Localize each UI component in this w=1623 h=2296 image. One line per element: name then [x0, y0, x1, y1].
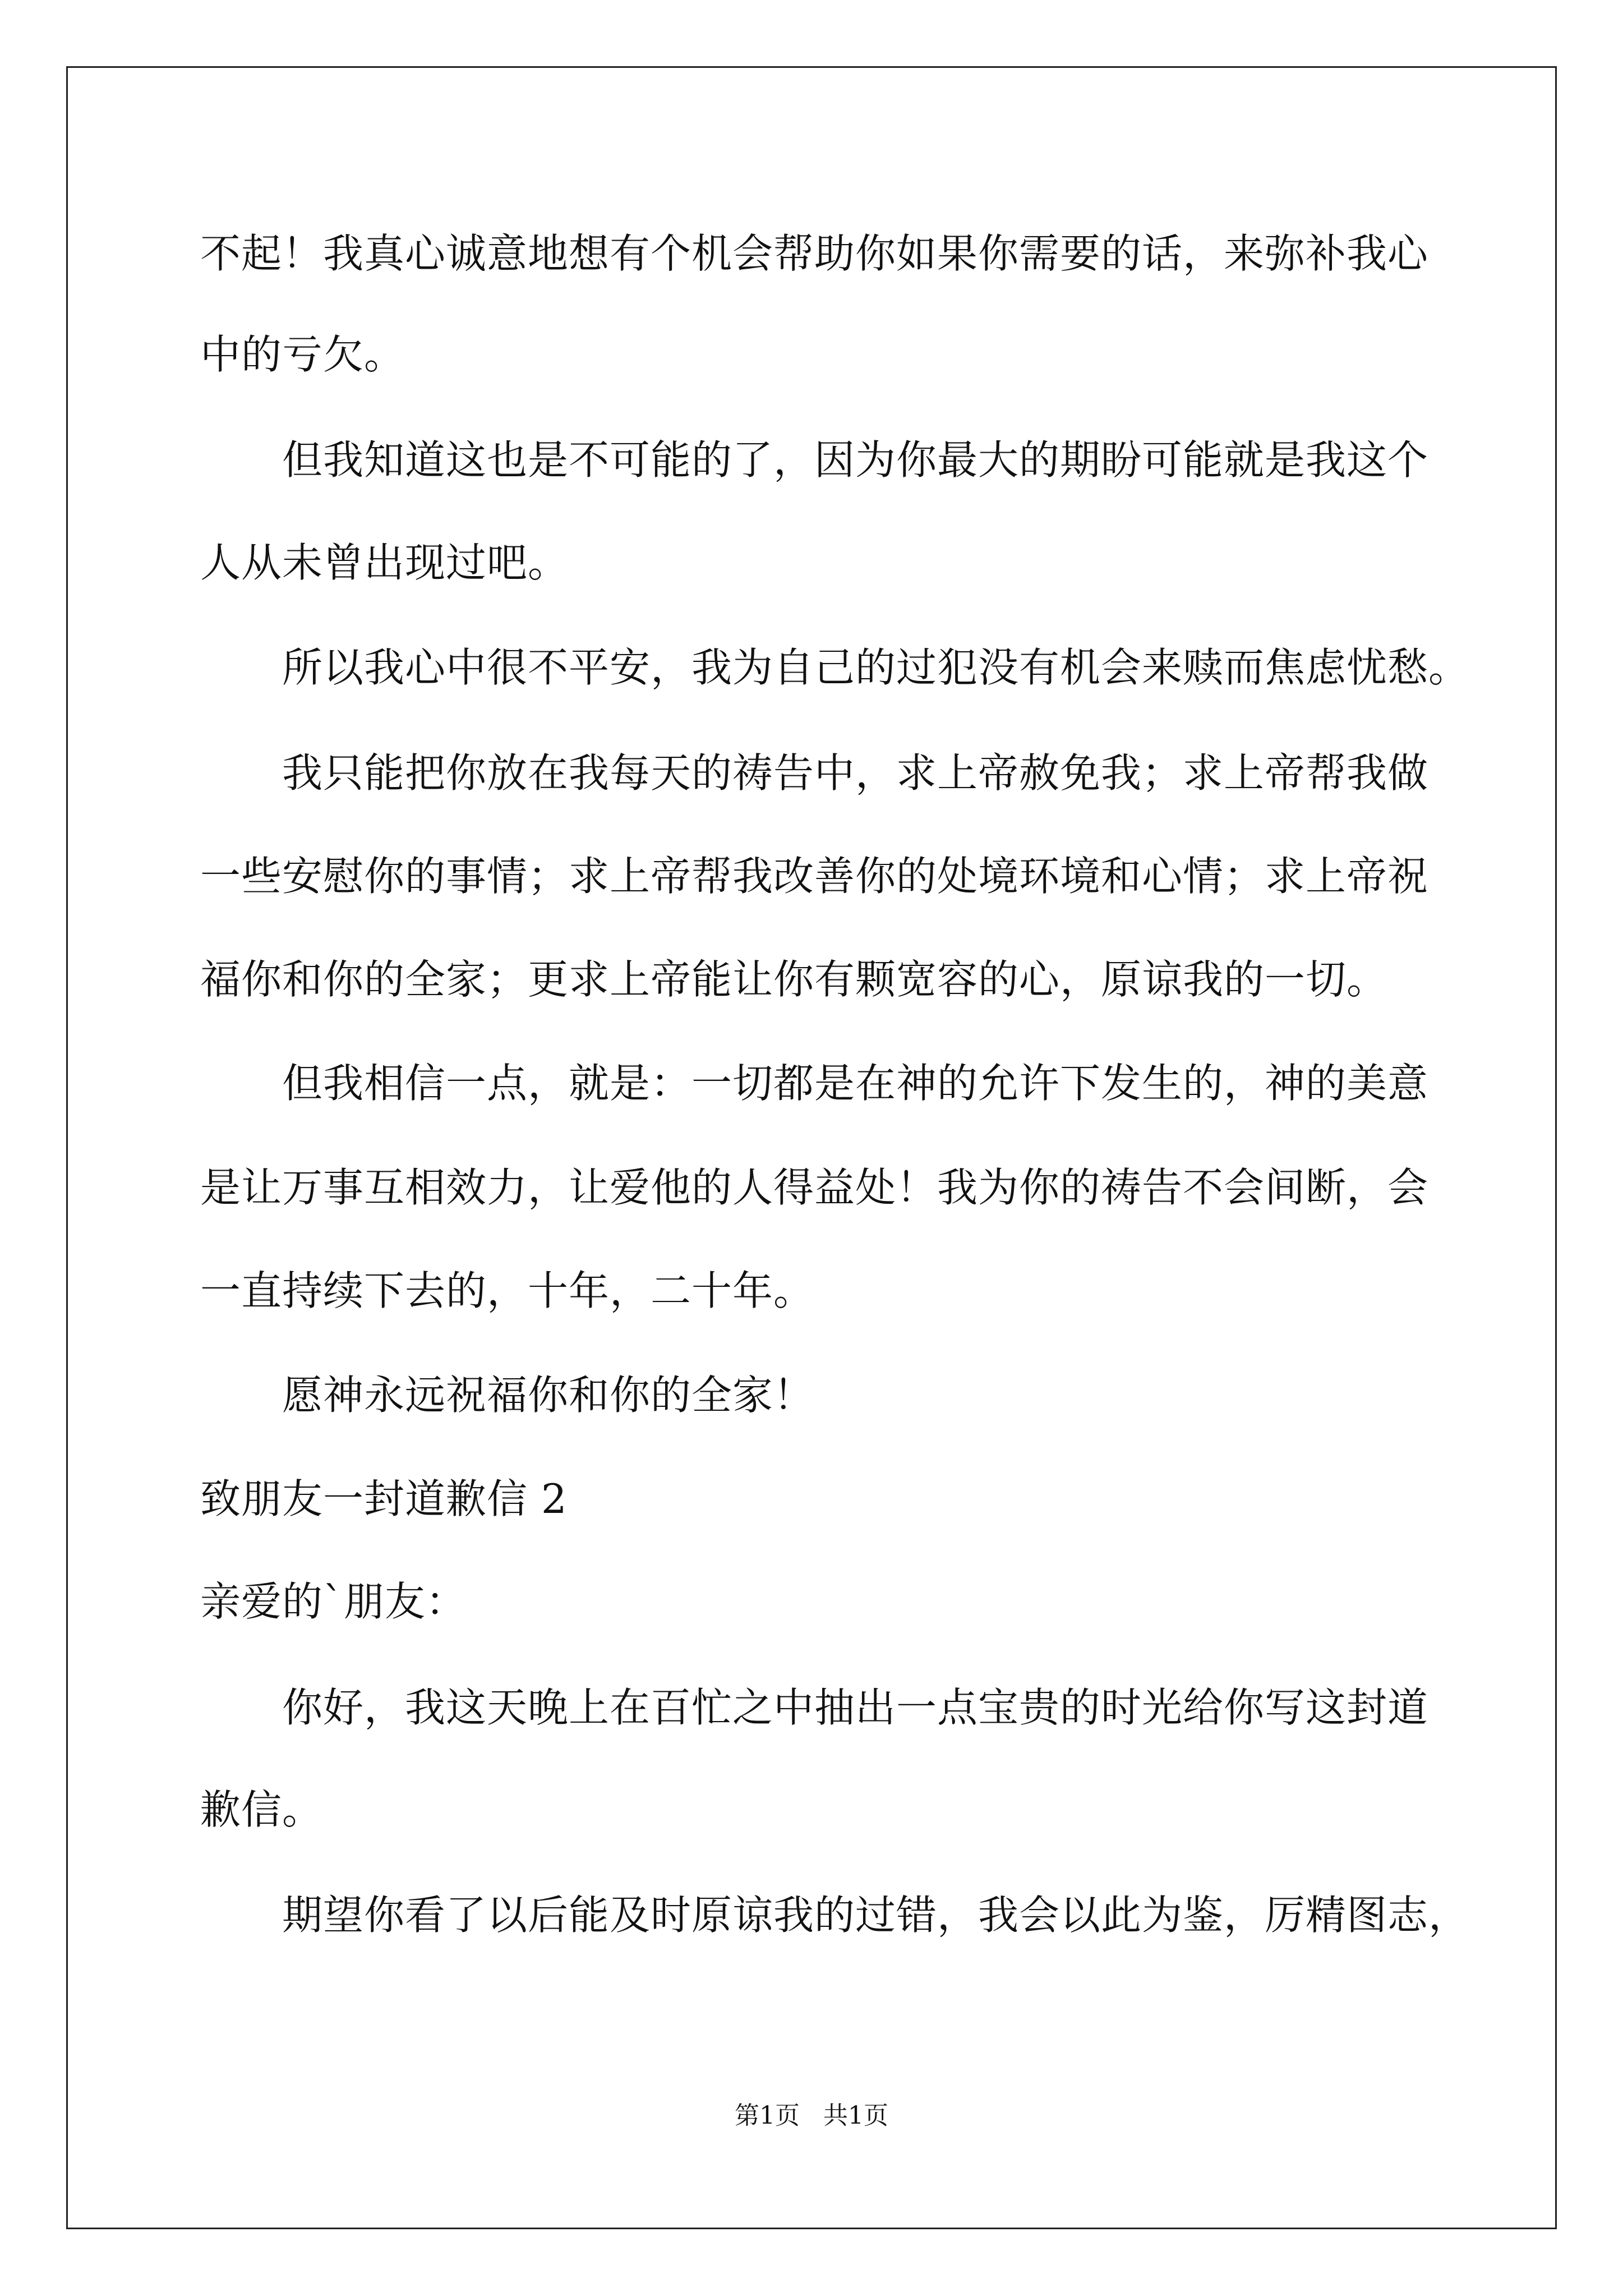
text-line: 但我相信一点，就是：一切都是在神的允许下发生的，神的美意: [282, 1060, 1429, 1107]
section-heading: 致朋友一封道歉信 2: [200, 1475, 568, 1522]
text-line: 福你和你的全家；更求上帝能让你有颗宽容的心，原谅我的一切。: [200, 956, 1388, 1003]
text-line: 一些安慰你的事情；求上帝帮我改善你的处境环境和心情；求上帝祝: [200, 853, 1429, 900]
text-line: 所以我心中很不平安，我为自己的过犯没有机会来赎而焦虑忧愁。: [282, 644, 1470, 691]
text-line: 不起！我真心诚意地想有个机会帮助你如果你需要的话，来弥补我心: [200, 230, 1429, 277]
text-line: 但我知道这也是不可能的了，因为你最大的期盼可能就是我这个: [282, 436, 1429, 484]
text-line: 歉信。: [200, 1786, 324, 1833]
text-line: 人从未曾出现过吧。: [200, 539, 569, 586]
salutation: 亲爱的`朋友：: [200, 1578, 467, 1625]
text-line: 一直持续下去的，十年，二十年。: [200, 1267, 815, 1314]
text-line: 你好，我这天晚上在百忙之中抽出一点宝贵的时光给你写这封道: [282, 1684, 1429, 1731]
text-line: 期望你看了以后能及时原谅我的过错，我会以此为鉴，厉精图志，: [282, 1892, 1470, 1939]
text-line: 是让万事互相效力，让爱他的人得益处！我为你的祷告不会间断，会: [200, 1164, 1429, 1211]
page-footer: 第1页 共1页: [735, 2101, 888, 2130]
text-line: 愿神永远祝福你和你的全家！: [282, 1372, 815, 1419]
text-line: 我只能把你放在我每天的祷告中，求上帝赦免我；求上帝帮我做: [282, 749, 1429, 797]
text-line: 中的亏欠。: [200, 331, 405, 378]
